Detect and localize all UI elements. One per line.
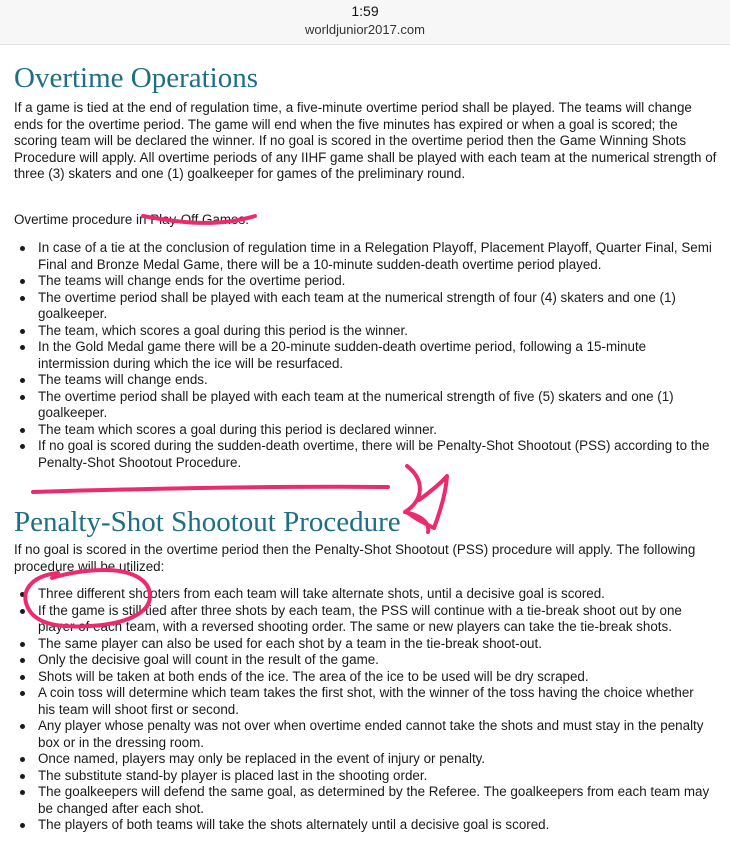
list-item: The team which scores a goal during this period is declared winner. [14,422,714,439]
list-item: A coin toss will determine which team takes the first shot, with the winner of the toss having the choice whether his team will shoot first or second. [14,685,714,718]
list-item: The goalkeepers will defend the same goal, as determined by the Referee. The goalkeepers from each team may be changed after each shot. [14,784,714,817]
list-item: The overtime period shall be played with each team at the numerical strength of four (4) skaters and one (1) goalkeeper. [14,290,714,323]
status-time: 1:59 [351,3,379,19]
url-bar[interactable]: worldjunior2017.com [305,22,425,37]
list-item: The substitute stand-by player is placed last in the shooting order. [14,768,714,785]
pss-bullet-list [14,586,714,834]
page-content [0,44,730,856]
list-item: The team, which scores a goal during this period is the winner. [14,323,714,340]
overtime-heading: Overtime Operations [14,62,259,94]
list-item: Shots will be taken at both ends of the ice. The area of the ice to be used will be dry scraped. [14,669,714,686]
list-item: Only the decisive goal will count in the result of the game. [14,652,714,669]
list-item: The teams will change ends for the overtime period. [14,273,714,290]
browser-status-bar [0,0,730,45]
list-item: Three different shooters from each team will take alternate shots, until a decisive goal is scored. [14,586,714,603]
list-item: The players of both teams will take the shots alternately until a decisive goal is scored. [14,817,714,834]
list-item: The overtime period shall be played with each team at the numerical strength of five (5) skaters and one (1) goalkeeper. [14,389,714,422]
list-item: The teams will change ends. [14,372,714,389]
list-item: In the Gold Medal game there will be a 20-minute sudden-death overtime period, following a 15-minute intermission during which the ice will be resurfaced. [14,339,714,372]
list-item: Any player whose penalty was not over when overtime ended cannot take the shots and must stay in the penalty box or in the dressing room. [14,718,714,751]
list-item: If the game is still tied after three shots by each team, the PSS will continue with a tie-break shoot out by one player of each team, with a reversed shooting order. The same or new players can take the tie-break shots. [14,603,714,636]
list-item: If no goal is scored during the sudden-death overtime, there will be Penalty-Shot Shootout (PSS) according to the Penalty-Shot Shootout Procedure. [14,438,714,471]
pss-intro: If no goal is scored in the overtime period then the Penalty-Shot Shootout (PSS) procedure will apply. The following procedure will be utilized: [14,542,696,574]
list-item: In case of a tie at the conclusion of regulation time in a Relegation Playoff, Placement Playoff, Quarter Final, Semi Final and Bronze Medal Game, there will be a 10-minute sudden-death overtime period played. [14,240,714,273]
list-item: Once named, players may only be replaced in the event of injury or penalty. [14,751,714,768]
overtime-bullet-list [14,240,714,471]
pss-heading: Penalty-Shot Shootout Procedure [14,506,401,538]
playoff-label: Overtime procedure in Play-Off Games: [14,212,249,227]
list-item: The same player can also be used for each shot by a team in the tie-break shoot-out. [14,636,714,653]
overtime-intro: If a game is tied at the end of regulation time, a five-minute overtime period shall be played. The teams will change ends for the overtime period. The game will end when the five minutes has expired or when a goal is scored; the scoring team will be declared the winner. If no goal is scored in the overtime period then the Game Winning Shots Procedure will apply. All overtime periods of any IIHF game shall be played with each team at the numerical strength of three (3) skaters and one (1) goalkeeper for games of the preliminary round. [14,100,717,181]
